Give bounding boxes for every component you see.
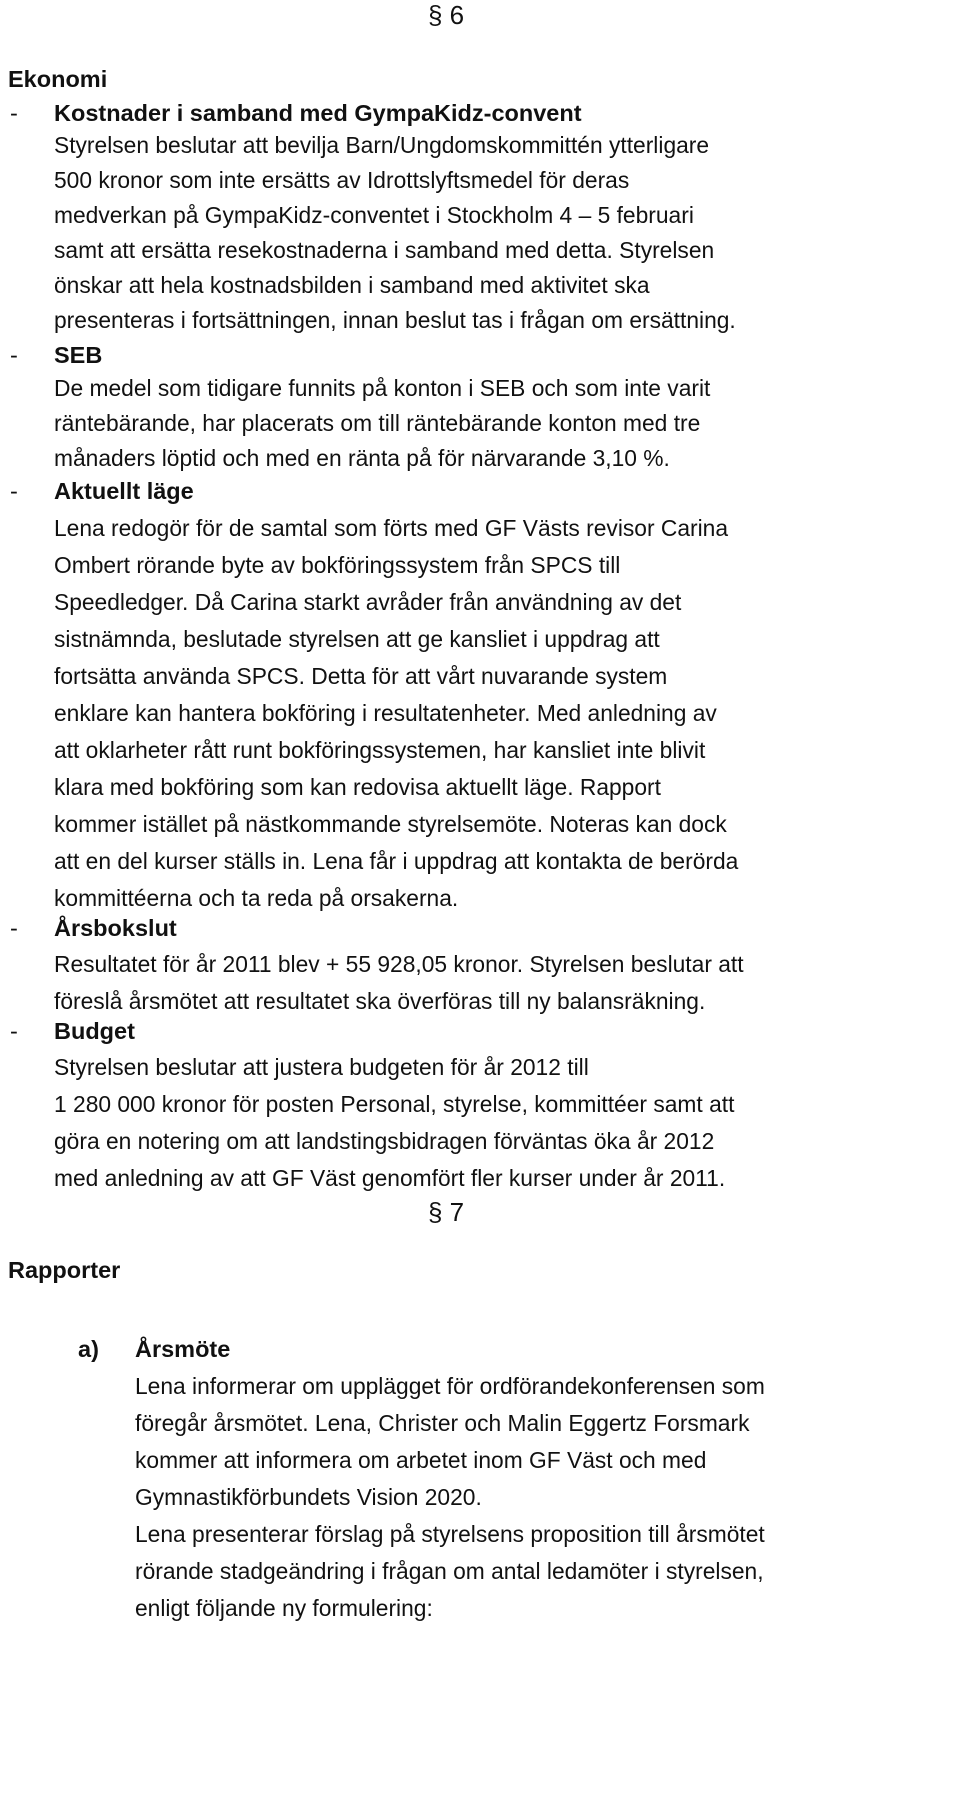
item-title-arsbokslut: Årsbokslut (54, 915, 177, 941)
text-line: medverkan på GympaKidz-conventet i Stockholm 4 – 5 februari (54, 202, 694, 228)
section-7-symbol: § 7 (428, 1197, 465, 1227)
text-line: Lena informerar om upplägget för ordförandekonferensen som (135, 1373, 765, 1399)
text-line: fortsätta använda SPCS. Detta för att vårt nuvarande system (54, 663, 668, 689)
text-line: 500 kronor som inte ersätts av Idrottslyftsmedel för deras (54, 167, 630, 193)
text-line: Styrelsen beslutar att bevilja Barn/Ungdomskommittén ytterligare (54, 132, 710, 158)
bullet-dash: - (10, 478, 18, 504)
item-body-arsbokslut (54, 946, 744, 1020)
item-title-kostnader: Kostnader i samband med GympaKidz-convent (54, 100, 582, 126)
text-line: 1 280 000 kronor för posten Personal, styrelse, kommittéer samt att (54, 1091, 735, 1117)
ekonomi-heading: Ekonomi (8, 66, 108, 92)
text-line: samt att ersätta resekostnaderna i samband med detta. Styrelsen (54, 237, 715, 263)
text-line: Lena redogör för de samtal som förts med GF Västs revisor Carina (54, 515, 729, 541)
text-line: Ombert rörande byte av bokföringssystem från SPCS till (54, 552, 621, 578)
item-title-budget: Budget (54, 1018, 135, 1044)
item-title-seb: SEB (54, 342, 103, 368)
text-line: Lena presenterar förslag på styrelsens proposition till årsmötet (135, 1521, 765, 1547)
item-body-aktuellt-lage (54, 510, 738, 917)
bullet-dash: - (10, 100, 18, 126)
text-line: presenteras i fortsättningen, innan beslut tas i frågan om ersättning. (54, 307, 736, 333)
text-line: De medel som tidigare funnits på konton i SEB och som inte varit (54, 375, 711, 401)
text-line: Styrelsen beslutar att justera budgeten för år 2012 till (54, 1054, 589, 1080)
text-line: föreslå årsmötet att resultatet ska överföras till ny balansräkning. (54, 988, 706, 1014)
text-line: klara med bokföring som kan redovisa aktuellt läge. Rapport (54, 774, 661, 800)
section-6-symbol: § 6 (428, 0, 465, 30)
text-line: föregår årsmötet. Lena, Christer och Malin Eggertz Forsmark (135, 1410, 750, 1436)
item-body-arsmote (135, 1368, 765, 1627)
text-line: sistnämnda, beslutade styrelsen att ge kansliet i uppdrag att (54, 626, 660, 652)
item-body-seb (54, 371, 710, 476)
text-line: Speedledger. Då Carina starkt avråder från användning av det (54, 589, 682, 615)
text-line: med anledning av att GF Väst genomfört fler kurser under år 2011. (54, 1165, 726, 1191)
text-line: kommittéerna och ta reda på orsakerna. (54, 885, 459, 911)
text-line: enklare kan hantera bokföring i resultatenheter. Med anledning av (54, 700, 717, 726)
item-title-aktuellt-lage: Aktuellt läge (54, 478, 194, 504)
text-line: rörande stadgeändring i frågan om antal ledamöter i styrelsen, (135, 1558, 764, 1584)
text-line: räntebärande, har placerats om till räntebärande konton med tre (54, 410, 701, 436)
text-line: Gymnastikförbundets Vision 2020. (135, 1484, 482, 1510)
text-line: att oklarheter rått runt bokföringssystemen, har kansliet inte blivit (54, 737, 706, 763)
bullet-dash: - (10, 915, 18, 941)
rapporter-heading: Rapporter (8, 1257, 121, 1283)
item-body-budget (54, 1049, 734, 1197)
text-line: att en del kurser ställs in. Lena får i uppdrag att kontakta de berörda (54, 848, 739, 874)
text-line: Resultatet för år 2011 blev + 55 928,05 kronor. Styrelsen beslutar att (54, 951, 744, 977)
item-body-kostnader (54, 128, 736, 338)
item-title-arsmote: Årsmöte (135, 1336, 231, 1362)
text-line: önskar att hela kostnadsbilden i samband med aktivitet ska (54, 272, 650, 298)
text-line: månaders löptid och med en ränta på för närvarande 3,10 %. (54, 445, 670, 471)
text-line: kommer istället på nästkommande styrelsemöte. Noteras kan dock (54, 811, 727, 837)
bullet-dash: - (10, 342, 18, 368)
text-line: enligt följande ny formulering: (135, 1595, 433, 1621)
list-marker-a: a) (78, 1336, 99, 1362)
text-line: kommer att informera om arbetet inom GF Väst och med (135, 1447, 707, 1473)
bullet-dash: - (10, 1018, 18, 1044)
text-line: göra en notering om att landstingsbidragen förväntas öka år 2012 (54, 1128, 715, 1154)
